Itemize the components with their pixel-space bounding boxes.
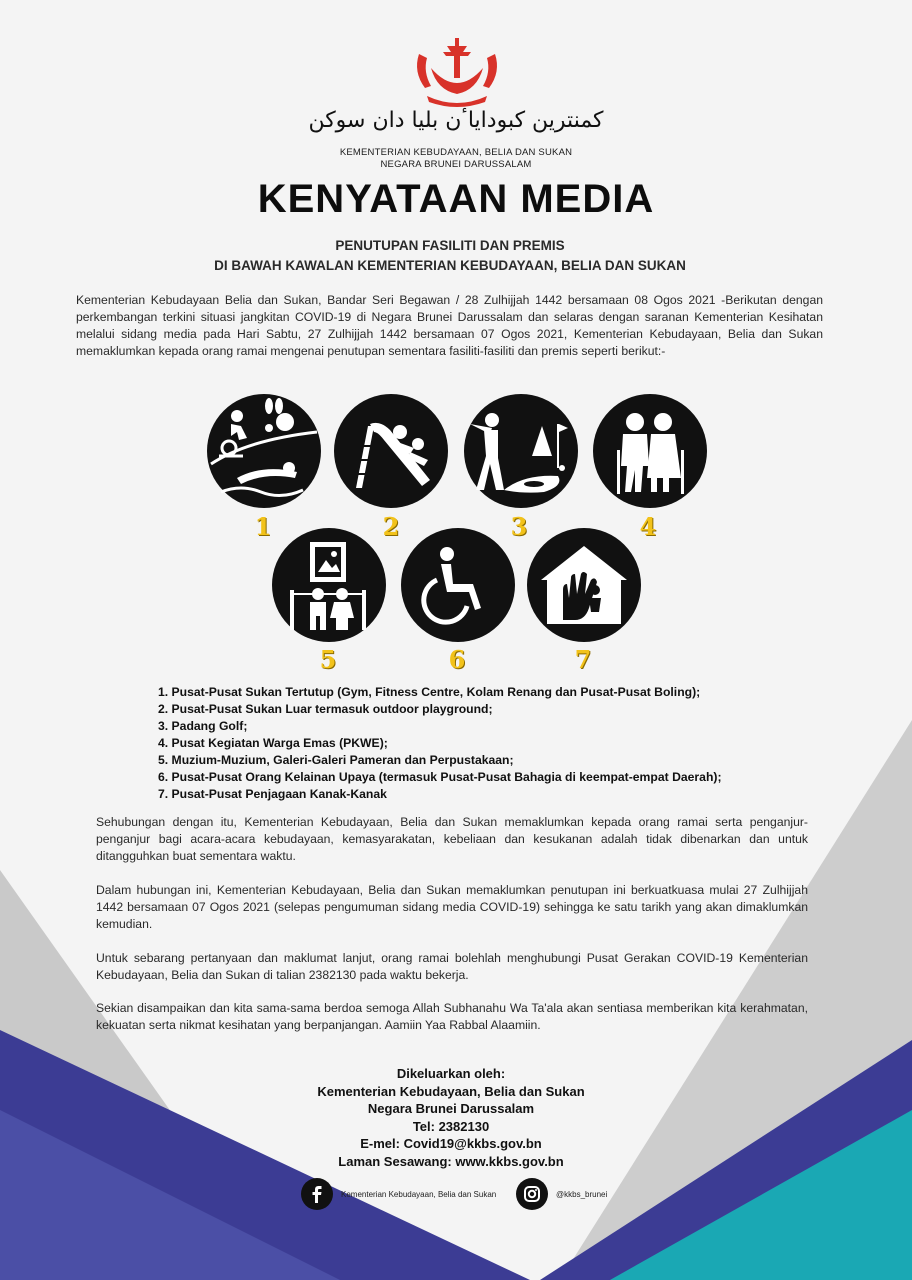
subtitle-line-2: DI BAWAH KAWALAN KEMENTERIAN KEBUDAYAAN, BELIA DAN SUKAN (214, 258, 686, 273)
facebook-link[interactable] (301, 1177, 496, 1211)
facebook-icon (301, 1178, 333, 1210)
list-item: 5. Muzium-Muzium, Galeri-Galeri Pameran dan Perpustakaan; (158, 753, 514, 767)
instagram-icon (516, 1178, 548, 1210)
golf-icon (464, 394, 578, 508)
list-item: 7. Pusat-Pusat Penjagaan Kanak-Kanak (158, 787, 387, 801)
icon-number-4: 4 (639, 512, 657, 541)
issued-tel: Tel: 2382130 (412, 1118, 490, 1134)
instagram-label: @kkbs_brunei (556, 1189, 608, 1199)
icon-number-1: 1 (254, 512, 272, 541)
facebook-label: Kementerian Kebudayaan, Belia dan Sukan (341, 1189, 497, 1199)
brunei-crest-icon (413, 38, 501, 108)
paragraph-effective-date: Dalam hubungan ini, Kementerian Kebudayaan, Belia dan Sukan memaklumkan penutupan ini berkuatkuasa mulai 27 Zulhijjah 1442 bersamaan 07 Ogos 2021 (selepas pengumuman sidang media COVID-19) sehingga ke satu tarikh yang akan dimaklumkan kemudian. (96, 883, 808, 931)
instagram-link[interactable] (516, 1177, 607, 1211)
list-item: 1. Pusat-Pusat Sukan Tertutup (Gym, Fitness Centre, Kolam Renang dan Pusat-Pusat Boling); (158, 685, 701, 699)
ministry-jawi-name: کمنترين کبوداياٴن بليا دان سوکن (308, 108, 604, 133)
childcare-house-icon (527, 528, 641, 642)
issued-country: Negara Brunei Darussalam (367, 1101, 535, 1116)
list-item: 3. Padang Golf; (158, 719, 248, 733)
icon-number-3: 3 (510, 512, 528, 541)
paragraph-contact-info: Untuk sebarang pertanyaan dan maklumat lanjut, orang ramai bolehlah menghubungi Pusat Gerakan COVID-19 Kementerian Kebudayaan, Belia dan Sukan di talian 2382130 pada waktu bekerja. (96, 951, 808, 982)
indoor-sports-icon (207, 394, 321, 508)
paragraph-events-postponed: Sehubungan dengan itu, Kementerian Kebudayaan, Belia dan Sukan memaklumkan kepada orang ramai serta penganjur-penganjur bagi acara-acara kebudayaan, kemasyarakatan, kebeliaan dan kesukanan adalah tidak dibenarkan dan untuk ditangguhkan buat sementara waktu. (96, 815, 808, 863)
country-name: NEGARA BRUNEI DARUSSALAM (380, 159, 532, 170)
issued-website[interactable]: Laman Sesawang: www.kkbs.gov.bn (338, 1153, 564, 1169)
paragraph-closing-prayer: Sekian disampaikan dan kita sama-sama berdoa semoga Allah Subhanahu Wa Ta'ala akan sentiasa memberikan kita kerahmatan, kekuatan serta nikmat kesihatan yang berpanjangan. Aamiin Yaa Rabbal Alaamiin. (96, 1001, 808, 1032)
issued-org: Kementerian Kebudayaan, Belia dan Sukan (317, 1083, 585, 1099)
museum-gallery-icon (272, 528, 386, 642)
list-item: 2. Pusat-Pusat Sukan Luar termasuk outdoor playground; (158, 702, 493, 716)
ministry-name: KEMENTERIAN KEBUDAYAAN, BELIA DAN SUKAN (339, 147, 573, 158)
list-item: 4. Pusat Kegiatan Warga Emas (PKWE); (158, 736, 388, 750)
icon-number-5: 5 (319, 645, 337, 674)
intro-paragraph: Kementerian Kebudayaan Belia dan Sukan, Bandar Seri Begawan / 28 Zulhijjah 1442 bersamaan 08 Ogos 2021 -Berikutan dengan perkembangan terkini situasi jangkitan COVID-19 di Negara Brunei Darussalam dan selaras dengan saranan Kementerian Kesihatan melalui sidang media pada Hari Sabtu, 27 Zulhijjah 1442 bersamaan 07 Ogos 2021, Kementerian Kebudayaan, Belia dan Sukan memaklumkan kepada orang ramai mengenai penutupan sementara fasiliti-fasiliti dan premis seperti berikut:- (76, 293, 823, 358)
wheelchair-icon (401, 528, 515, 642)
issued-email[interactable]: E-mel: Covid19@kkbs.gov.bn (360, 1136, 542, 1151)
playground-slide-icon (334, 394, 448, 508)
issued-label: Dikeluarkan oleh: (396, 1066, 506, 1081)
icon-number-6: 6 (448, 645, 466, 674)
issued-by-block (0, 1065, 902, 1170)
icon-number-2: 2 (382, 512, 400, 541)
facility-list (158, 684, 722, 803)
elderly-couple-icon (593, 394, 707, 508)
icon-number-7: 7 (574, 645, 592, 674)
subtitle-line-1: PENUTUPAN FASILITI DAN PREMIS (335, 238, 565, 253)
list-item: 6. Pusat-Pusat Orang Kelainan Upaya (termasuk Pusat-Pusat Bahagia di keempat-empat Daerah); (158, 770, 722, 784)
page-title: KENYATAAN MEDIA (257, 177, 655, 221)
